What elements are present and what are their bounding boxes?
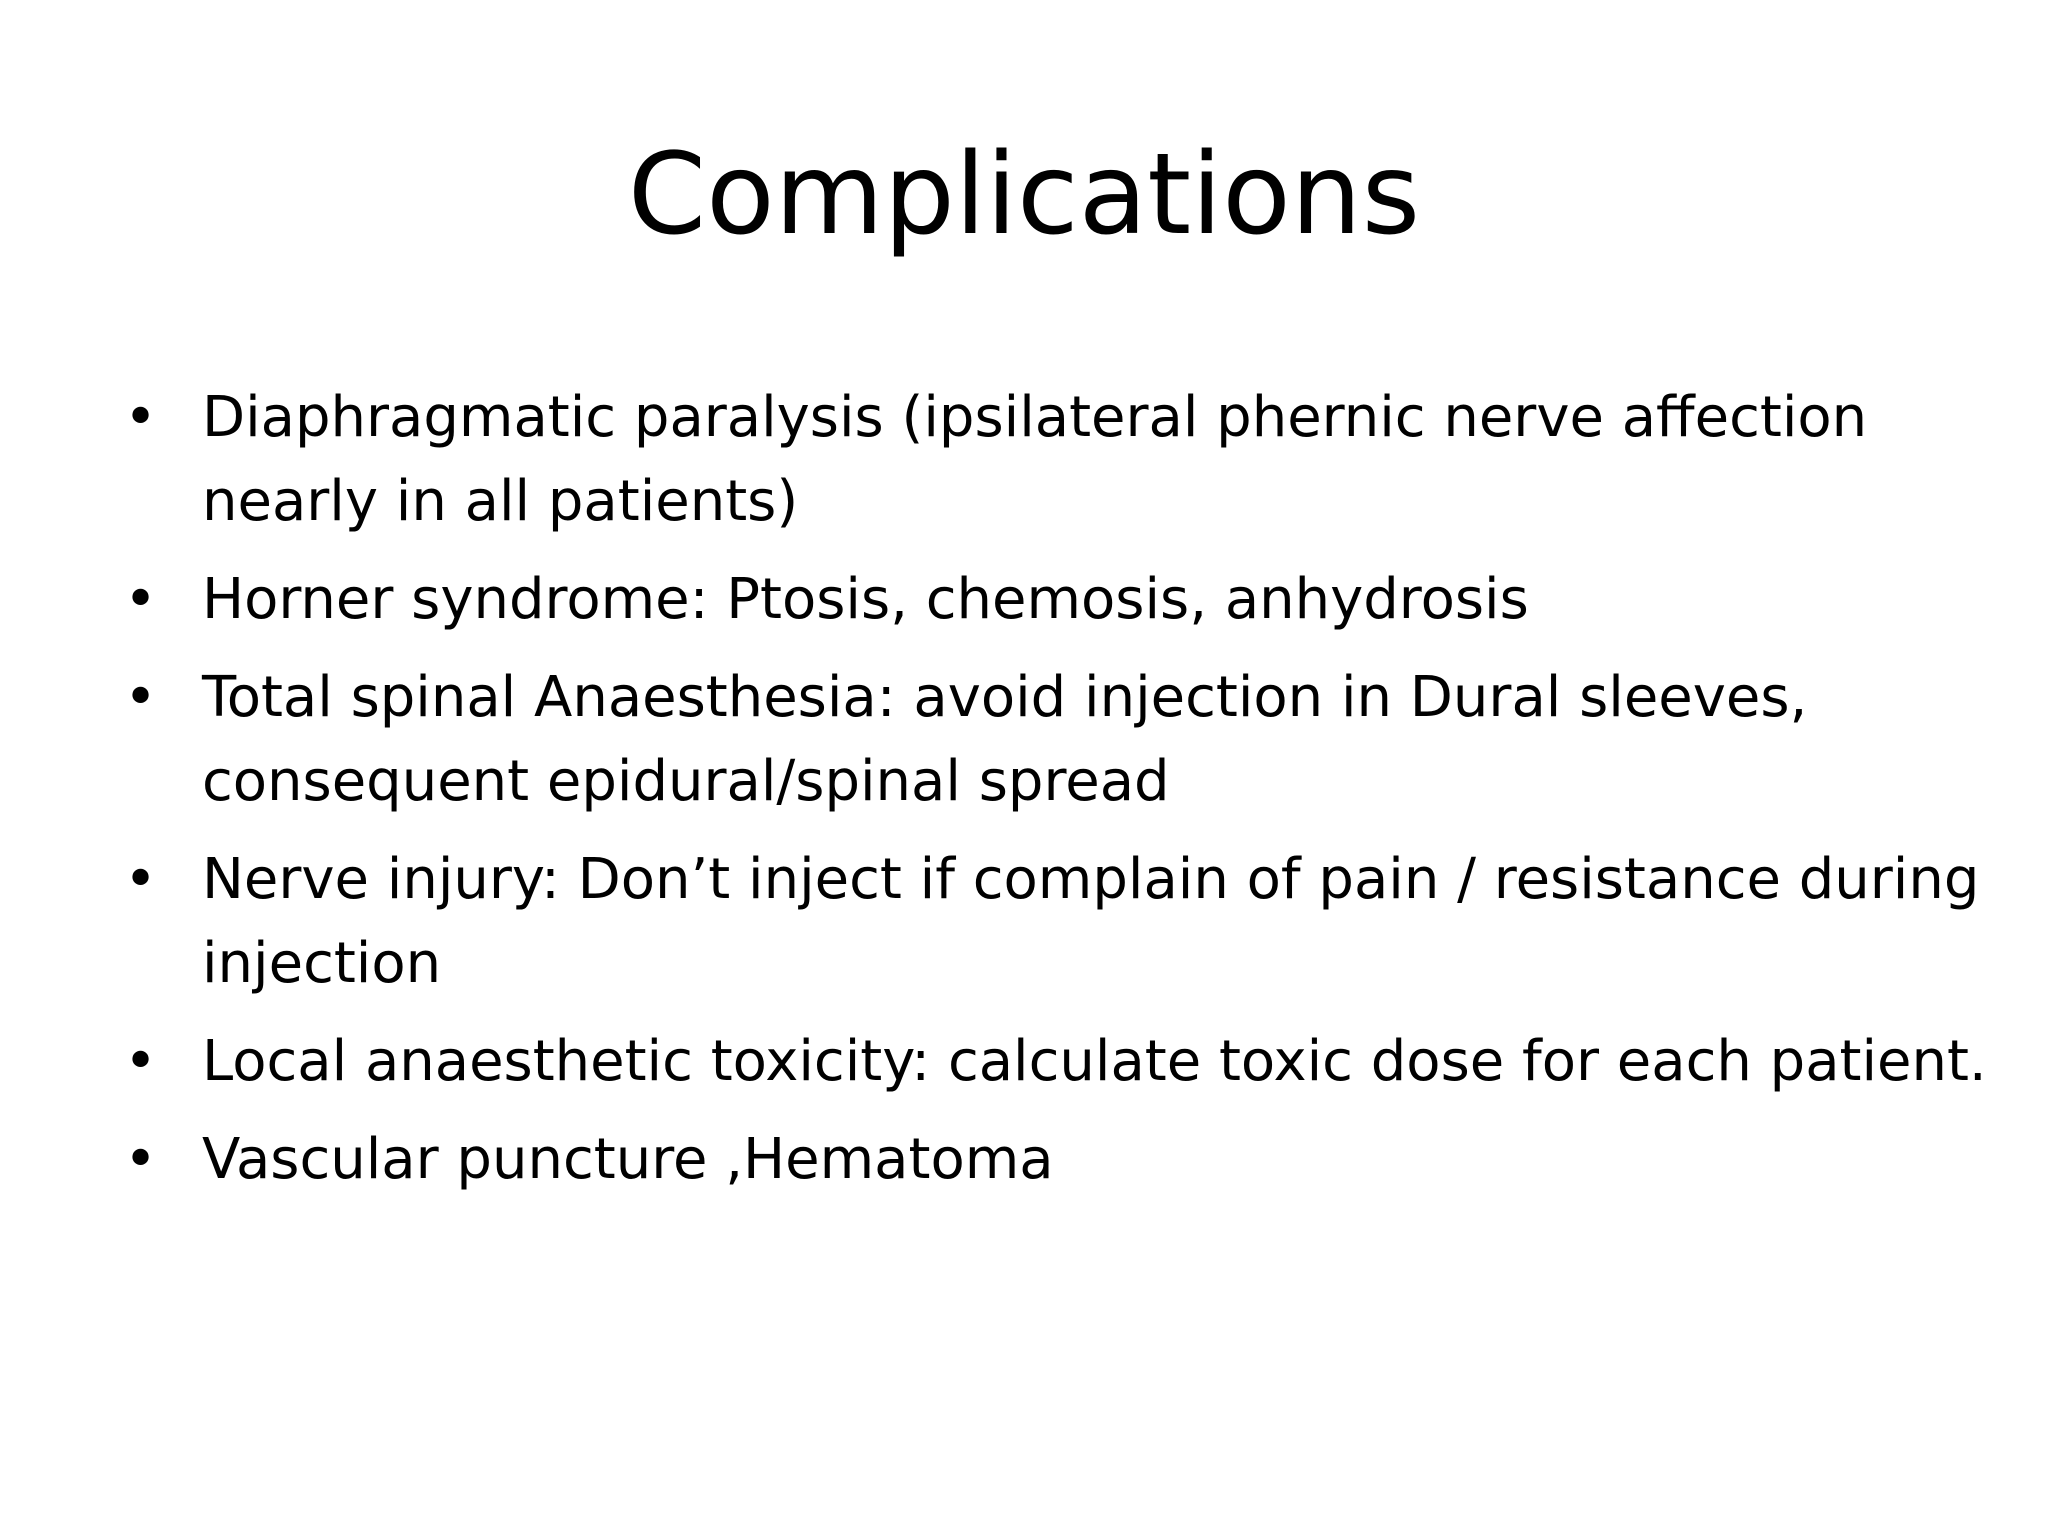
bullet-dot: • bbox=[124, 665, 158, 730]
bullet-text: Vascular puncture ,Hematoma bbox=[202, 1127, 1054, 1192]
bullet-item bbox=[120, 1118, 2000, 1202]
bullet-item bbox=[120, 1020, 2000, 1104]
bullet-text: Nerve injury: Don’t inject if complain of pain / resistance during injection bbox=[202, 847, 1980, 996]
bullet-list bbox=[120, 376, 2000, 1216]
bullet-text: Total spinal Anaesthesia: avoid injection in Dural sleeves, consequent epidural/spinal spread bbox=[202, 665, 1808, 814]
bullet-text: Local anaesthetic toxicity: calculate toxic dose for each patient. bbox=[202, 1029, 1987, 1094]
bullet-text: Diaphragmatic paralysis (ipsilateral phernic nerve affection nearly in all patients) bbox=[202, 385, 1868, 534]
bullet-dot: • bbox=[124, 385, 158, 450]
bullet-dot: • bbox=[124, 1029, 158, 1094]
bullet-item bbox=[120, 558, 2000, 642]
slide-title: Complications bbox=[627, 130, 1421, 260]
bullet-item bbox=[120, 376, 2000, 544]
bullet-dot: • bbox=[124, 1127, 158, 1192]
bullet-text: Horner syndrome: Ptosis, chemosis, anhydrosis bbox=[202, 567, 1529, 632]
bullet-dot: • bbox=[124, 567, 158, 632]
bullet-dot: • bbox=[124, 847, 158, 912]
bullet-item bbox=[120, 838, 2000, 1006]
bullet-item bbox=[120, 656, 2000, 824]
